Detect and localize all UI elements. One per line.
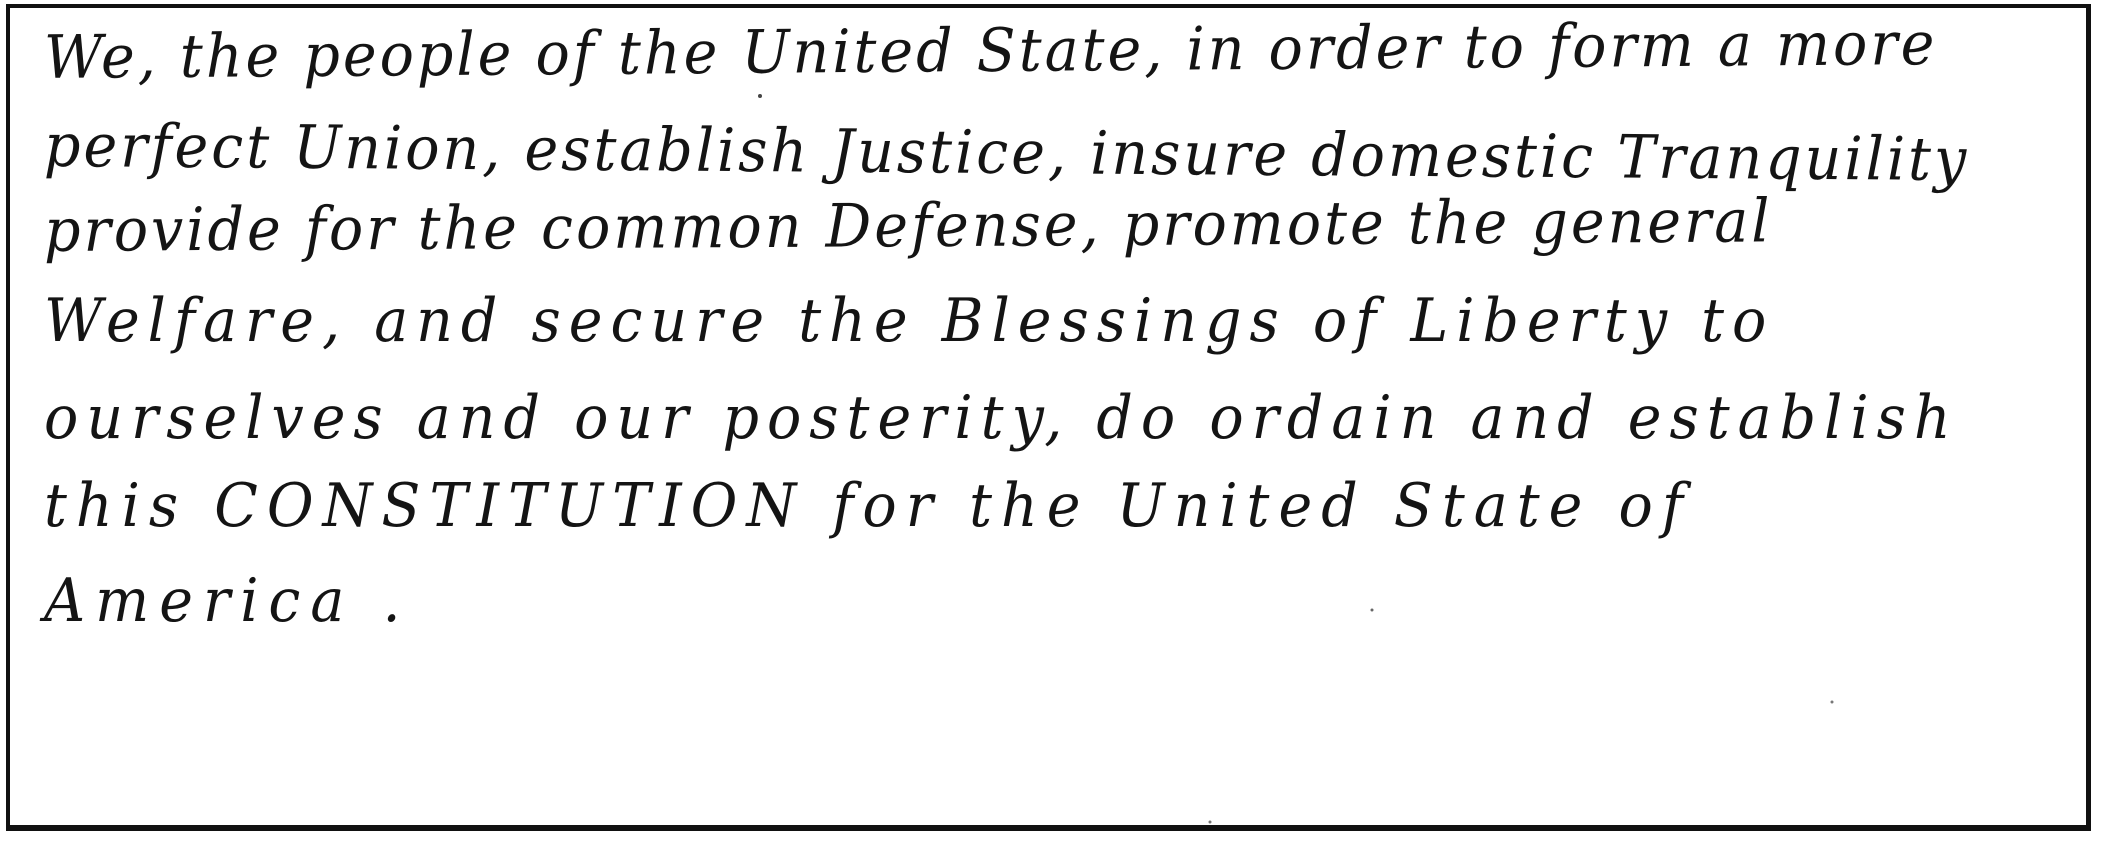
scan-speck	[1371, 609, 1374, 612]
scan-speck	[1209, 821, 1212, 824]
text-line-1: We, the people of the United State, in order to form a more	[43, 9, 1938, 93]
text-line-6: this CONSTITUTION for the United State of	[44, 471, 1692, 541]
scan-speck	[1831, 701, 1834, 704]
text-line-3: provide for the common Defense, promote the general	[43, 186, 1773, 266]
text-line-4: Welfare, and secure the Blessings of Liberty to	[44, 286, 1775, 356]
scan-speck	[758, 94, 762, 98]
text-line-5: ourselves and our posterity, do ordain and establish	[44, 383, 1959, 453]
text-line-7: America .	[44, 566, 411, 636]
text-line-2: perfect Union, establish Justice, insure domestic Tranquility	[43, 111, 1970, 195]
